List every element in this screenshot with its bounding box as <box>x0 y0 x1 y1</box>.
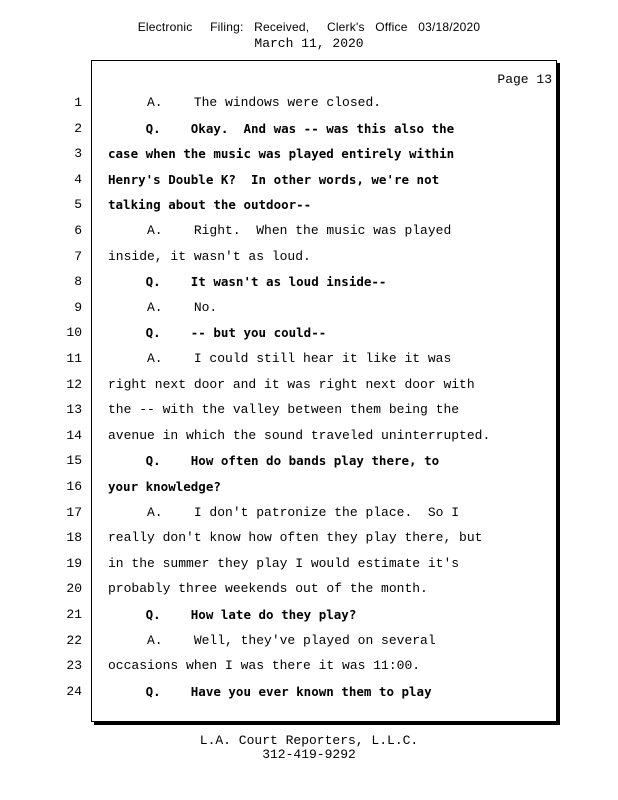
answer-line: probably three weekends out of the month. <box>108 581 428 596</box>
filing-word-office: Office <box>375 20 408 34</box>
answer-line: A. I don't patronize the place. So I <box>108 505 460 520</box>
line-number: 14 <box>66 428 82 443</box>
line-number: 5 <box>74 197 82 212</box>
answer-line: right next door and it was right next door with <box>108 377 475 392</box>
line-number: 10 <box>66 325 82 340</box>
electronic-filing-stamp <box>0 20 618 34</box>
filing-word-filing: Filing: <box>210 20 244 34</box>
question-line: case when the music was played entirely within <box>108 146 455 161</box>
answer-line: A. Well, they've played on several <box>108 633 436 648</box>
line-number: 2 <box>74 121 82 136</box>
question-line: talking about the outdoor-- <box>108 197 312 212</box>
line-number: 20 <box>66 581 82 596</box>
question-line: Q. How often do bands play there, to <box>108 453 440 468</box>
line-number: 18 <box>66 530 82 545</box>
line-number: 1 <box>74 95 82 110</box>
line-number: 4 <box>74 172 82 187</box>
filing-word-received: Received, <box>254 20 310 34</box>
line-number: 22 <box>66 633 82 648</box>
answer-line: the -- with the valley between them being the <box>108 402 460 417</box>
answer-line: A. The windows were closed. <box>108 95 382 110</box>
answer-line: A. No. <box>108 300 218 315</box>
line-number: 6 <box>74 223 82 238</box>
question-line: Henry's Double K? In other words, we're not <box>108 172 440 187</box>
question-line: Q. It wasn't as loud inside-- <box>108 274 387 289</box>
filing-date: 03/18/2020 <box>418 20 481 34</box>
page-number: Page 13 <box>497 72 552 87</box>
line-number: 12 <box>66 377 82 392</box>
line-number: 3 <box>74 146 82 161</box>
transcript-date: March 11, 2020 <box>254 36 364 51</box>
line-number: 21 <box>66 607 82 622</box>
line-number: 8 <box>74 274 82 289</box>
line-number: 15 <box>66 453 82 468</box>
line-number: 24 <box>66 684 82 699</box>
line-number: 17 <box>66 505 82 520</box>
line-number: 16 <box>66 479 82 494</box>
line-number: 19 <box>66 556 82 571</box>
answer-line: inside, it wasn't as loud. <box>108 249 311 264</box>
question-line: Q. -- but you could-- <box>108 325 327 340</box>
line-number: 11 <box>66 351 82 366</box>
line-number: 9 <box>74 300 82 315</box>
answer-line: avenue in which the sound traveled uninterrupted. <box>108 428 491 443</box>
answer-line: A. I could still hear it like it was <box>108 351 452 366</box>
filing-word-electronic: Electronic <box>137 20 193 34</box>
question-line: Q. Okay. And was -- was this also the <box>108 121 455 136</box>
answer-line: occasions when I was there it was 11:00. <box>108 658 421 673</box>
answer-line: A. Right. When the music was played <box>108 223 452 238</box>
footer-company: L.A. Court Reporters, L.L.C. <box>199 733 419 748</box>
line-number: 7 <box>74 249 82 264</box>
answer-line: in the summer they play I would estimate it's <box>108 556 460 571</box>
question-line: Q. How late do they play? <box>108 607 357 622</box>
answer-line: really don't know how often they play there, but <box>108 530 483 545</box>
question-line: Q. Have you ever known them to play <box>108 684 432 699</box>
question-line: your knowledge? <box>108 479 221 494</box>
filing-word-clerks: Clerk's <box>326 20 365 34</box>
line-number: 23 <box>66 658 82 673</box>
footer-phone: 312-419-9292 <box>262 747 356 762</box>
line-number: 13 <box>66 402 82 417</box>
